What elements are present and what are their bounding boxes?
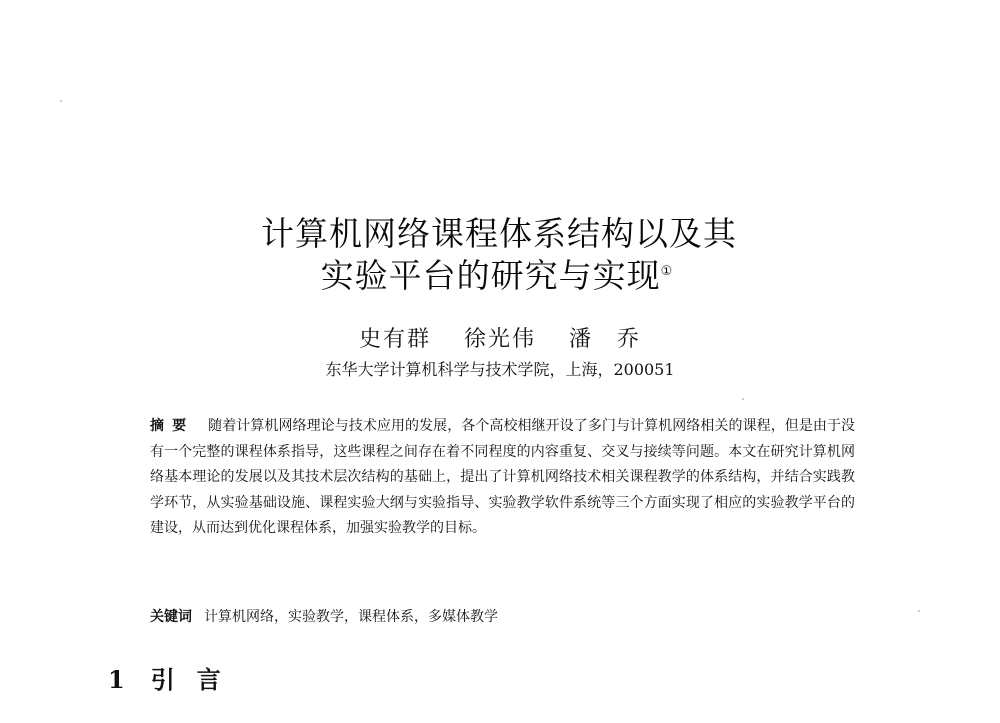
author-name: 潘 乔: [569, 327, 642, 352]
author-list: [0, 322, 1000, 353]
keywords: [150, 606, 855, 628]
keywords-label: 关键词: [150, 609, 192, 625]
title-line-2: [0, 255, 1000, 297]
footnote-mark: ①: [660, 264, 674, 279]
abstract-text: 随着计算机网络理论与技术应用的发展，各个高校相继开设了多门与计算机网络相关的课程，但是由于没有一个完整的课程体系指导，这些课程之间存在着不同程度的内容重复、交叉与接续等问题。本文在研究计算机网络基本理论的发展以及其技术层次结构的基础上，提出了计算机网络技术相关课程教学的体系结构，并结合实践教学环节，从实验基础设施、课程实验大纲与实验指导、实验教学软件系统等三个方面实现了相应的实验教学平台的建设，从而达到优化课程体系，加强实验教学的目标。: [150, 418, 856, 536]
section-title: 引言: [150, 665, 243, 694]
section-heading: [108, 660, 243, 695]
affiliation: 东华大学计算机科学与技术学院，上海，200051: [325, 360, 675, 379]
paper-title: [0, 213, 1000, 297]
title-line-2-text: 实验平台的研究与实现: [320, 256, 661, 295]
title-line-1: 计算机网络课程体系结构以及其: [261, 214, 737, 253]
keywords-text: 计算机网络，实验教学，课程体系，多媒体教学: [204, 609, 498, 625]
abstract: [150, 414, 855, 542]
scan-speck: [918, 610, 920, 612]
section-number: 1: [108, 665, 129, 694]
scan-speck: [742, 398, 744, 400]
author-name: 徐光伟: [463, 327, 536, 352]
abstract-label: 摘要: [150, 418, 195, 434]
scan-speck: [60, 100, 62, 102]
author-name: 史有群: [358, 327, 431, 352]
